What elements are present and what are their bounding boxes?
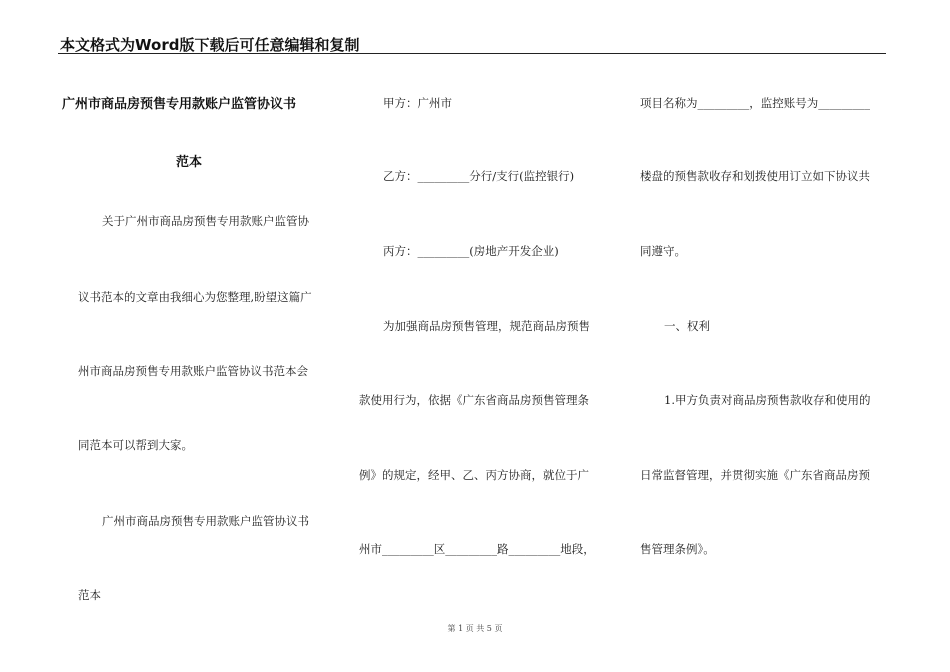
section-heading-line: 广州市商品房预售专用款账户监管协议书 <box>102 514 309 528</box>
clause-line: 1.甲方负责对商品房预售款收存和使用的 <box>664 393 871 407</box>
body-line: 项目名称为_________，监控账号为_________ <box>640 96 870 110</box>
intro-line: 州市商品房预售专用款账户监管协议书范本会 <box>78 364 308 378</box>
header-divider <box>58 53 886 54</box>
body-line: 楼盘的预售款收存和划拨使用订立如下协议共 <box>640 169 870 183</box>
body-line: 州市_________区_________路_________地段， <box>359 542 595 556</box>
body-line: 例》的规定，经甲、乙、丙方协商，就位于广 <box>359 468 589 482</box>
party-c-line: 丙方：_________(房地产开发企业) <box>383 244 559 258</box>
party-a-line: 甲方：广州市 <box>383 96 452 110</box>
clause-heading: 一、权利 <box>664 319 710 333</box>
clause-line: 售管理条例》。 <box>640 542 715 556</box>
body-line: 为加强商品房预售管理，规范商品房预售 <box>383 319 590 333</box>
intro-line: 议书范本的文章由我细心为您整理,盼望这篇广 <box>78 290 312 304</box>
body-line: 同遵守。 <box>640 244 686 258</box>
intro-line: 同范本可以帮到大家。 <box>78 438 193 452</box>
document-title-continued: 范本 <box>176 155 203 170</box>
document-header-title: 本文格式为Word版下载后可任意编辑和复制 <box>60 36 360 54</box>
party-b-line: 乙方：_________分行/支行(监控银行) <box>383 169 575 183</box>
document-title: 广州市商品房预售专用款账户监管协议书 <box>62 97 297 112</box>
section-heading-line: 范本 <box>78 588 101 602</box>
body-line: 款使用行为，依据《广东省商品房预售管理条 <box>359 393 589 407</box>
intro-line: 关于广州市商品房预售专用款账户监管协 <box>102 214 309 228</box>
clause-line: 日常监督管理，并贯彻实施《广东省商品房预 <box>640 468 870 482</box>
page-number-footer: 第 1 页 共 5 页 <box>447 624 503 633</box>
